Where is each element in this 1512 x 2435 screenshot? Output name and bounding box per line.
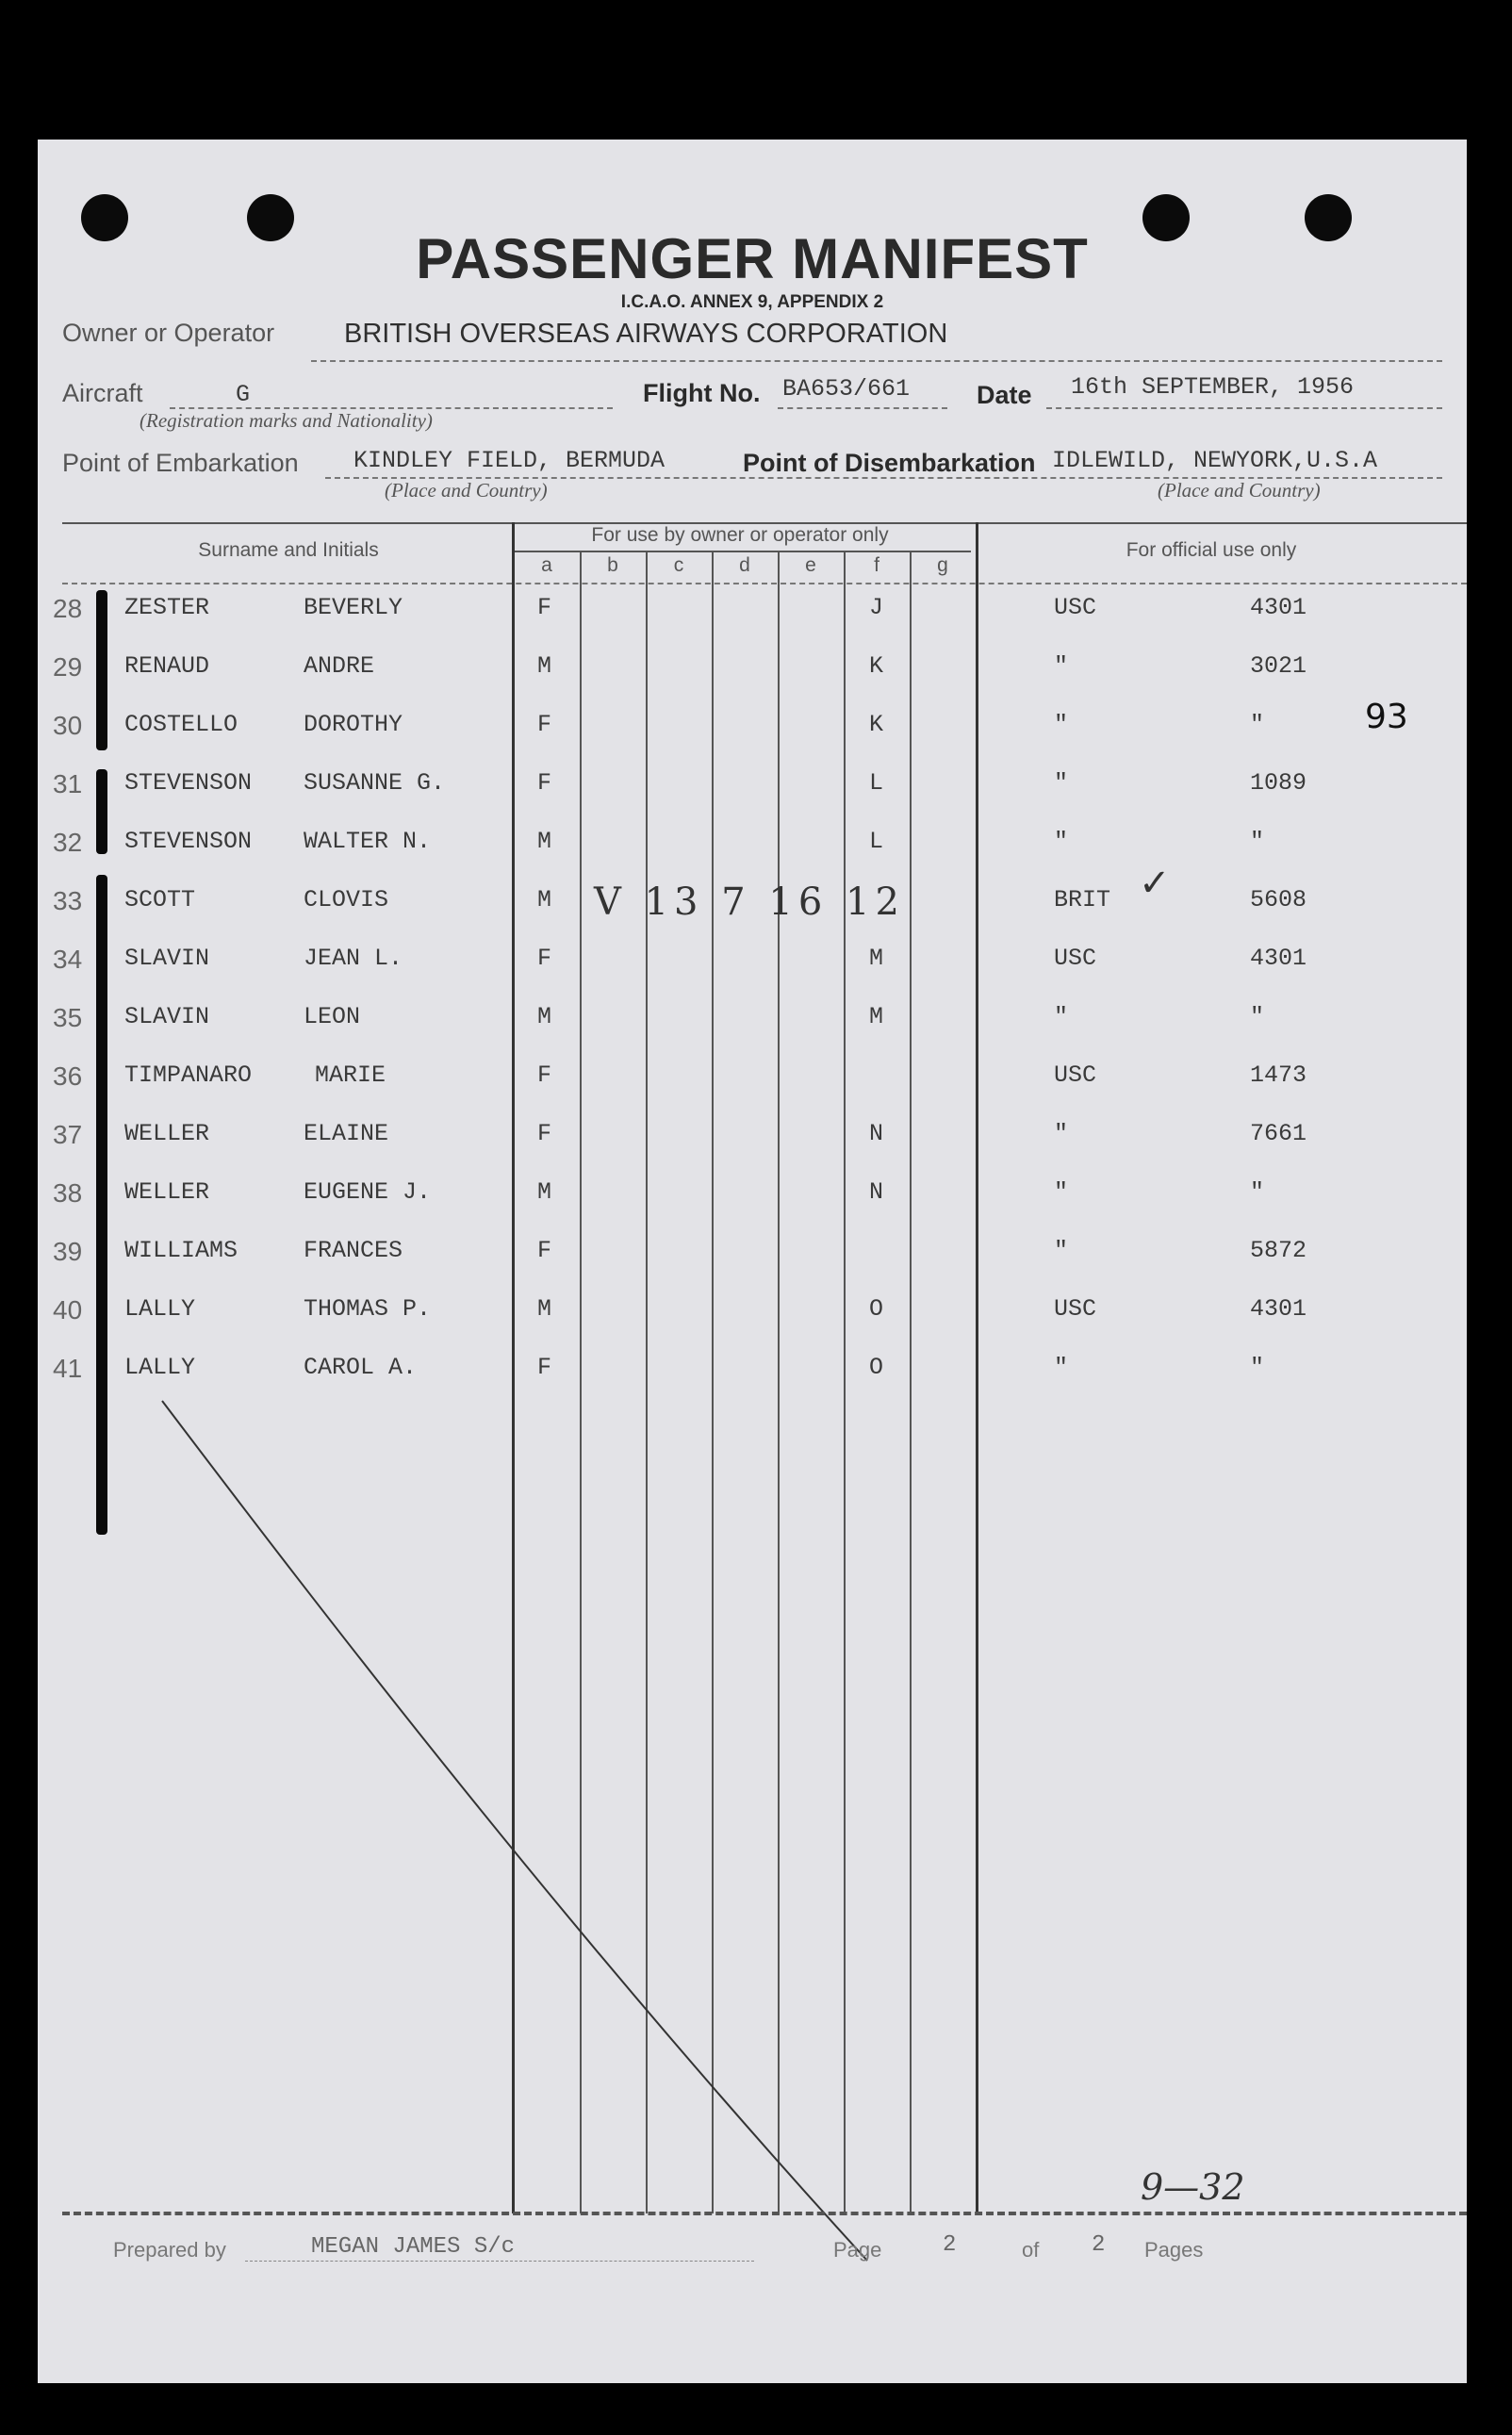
cancellation-line [38,140,1467,2383]
row-number: 41 [53,1354,83,1383]
given-name-cell: EUGENE J. [304,1178,432,1206]
check-mark-icon: ✓ [1139,862,1171,905]
nationality-cell: USC [1054,594,1097,621]
official-code-cell: 5872 [1250,1237,1307,1264]
nationality-cell: BRIT [1054,886,1111,913]
official-code-cell: " [1250,828,1265,855]
col-f-cell: N [869,1178,884,1206]
subcol-e: e [805,554,816,576]
subcol-d: d [739,554,750,576]
given-name-cell: CAROL A. [304,1354,418,1381]
nationality-cell: USC [1054,1295,1097,1323]
row-number: 33 [53,886,83,915]
owner-value: BRITISH OVERSEAS AIRWAYS CORPORATION [344,319,948,349]
given-name-cell: CLOVIS [304,886,389,913]
surname-cell: WILLIAMS [124,1237,238,1264]
official-code-cell: " [1250,1354,1265,1381]
col-a-cell: F [537,1061,552,1089]
given-name-cell: DOROTHY [304,711,403,738]
of-value: 2 [1092,2232,1106,2258]
surname-cell: ZESTER [124,594,210,621]
disembark-label: Point of Disembarkation [743,449,1036,477]
date-value: 16th SEPTEMBER, 1956 [1071,373,1355,401]
nationality-cell: " [1054,828,1069,855]
official-code-cell: 4301 [1250,1295,1307,1323]
footer-rule [62,2212,1467,2215]
col-f-cell: K [869,652,884,680]
row-number: 28 [53,594,83,623]
embark-note: (Place and Country) [385,479,548,502]
col-a-cell: M [537,886,552,913]
given-name-cell: FRANCES [304,1237,403,1264]
given-name-cell: MARIE [315,1061,386,1089]
form-subtitle: I.C.A.O. ANNEX 9, APPENDIX 2 [620,292,884,312]
surname-cell: STEVENSON [124,828,253,855]
official-code-cell: 4301 [1250,945,1307,972]
col-owner-use-header: For use by owner or operator only [591,524,889,546]
handwritten-note: V 13 7 16 12 [594,880,905,924]
col-a-cell: M [537,652,552,680]
col-a-cell: F [537,1120,552,1147]
row-number: 37 [53,1120,83,1149]
col-a-cell: F [537,1237,552,1264]
col-a-cell: M [537,1003,552,1030]
nationality-cell: " [1054,1003,1069,1030]
manifest-sheet [38,140,1467,2383]
nationality-cell: " [1054,769,1069,797]
nationality-cell: " [1054,1354,1069,1381]
row-number: 29 [53,652,83,682]
page-label: Page [833,2238,882,2262]
embark-label: Point of Embarkation [62,449,299,477]
col-a-cell: F [537,711,552,738]
embark-value: KINDLEY FIELD, BERMUDA [353,447,666,474]
flight-label: Flight No. [643,379,761,407]
prepared-rule [245,2261,754,2262]
col-a-cell: F [537,594,552,621]
subcol-c: c [673,554,684,576]
col-f-cell: O [869,1354,884,1381]
col-a-cell: F [537,945,552,972]
col-f-cell: M [869,1003,884,1030]
row-number: 31 [53,769,83,798]
col-f-cell: L [869,828,884,855]
owner-label: Owner or Operator [62,319,275,347]
aircraft-value: G [236,381,251,408]
nationality-cell: " [1054,1120,1069,1147]
of-label: of [1022,2238,1040,2262]
subcol-g: g [937,554,948,576]
col-f-cell: K [869,711,884,738]
col-a-cell: M [537,828,552,855]
subcol-a: a [541,554,552,576]
given-name-cell: SUSANNE G. [304,769,446,797]
surname-cell: SLAVIN [124,1003,210,1030]
surname-cell: COSTELLO [124,711,238,738]
col-a-cell: F [537,1354,552,1381]
page-value: 2 [943,2232,957,2258]
row-number: 35 [53,1003,83,1032]
col-f-cell: O [869,1295,884,1323]
given-name-cell: ELAINE [304,1120,389,1147]
official-code-cell: 4301 [1250,594,1307,621]
disembark-note: (Place and Country) [1158,479,1321,502]
given-name-cell: LEON [304,1003,361,1030]
nationality-cell: USC [1054,1061,1097,1089]
nationality-cell: " [1054,1178,1069,1206]
prepared-value: MEGAN JAMES S/c [311,2234,516,2260]
aircraft-label: Aircraft [62,379,143,407]
pages-label: Pages [1144,2238,1204,2262]
surname-cell: SLAVIN [124,945,210,972]
surname-cell: LALLY [124,1354,196,1381]
given-name-cell: BEVERLY [304,594,403,621]
col-f-cell: L [869,769,884,797]
page-count-annotation: 93 [1365,698,1408,736]
col-f-cell: N [869,1120,884,1147]
row-number: 32 [53,828,83,857]
nationality-cell: " [1054,711,1069,738]
nationality-cell: " [1054,652,1069,680]
date-label: Date [977,381,1032,409]
surname-cell: SCOTT [124,886,196,913]
given-name-cell: ANDRE [304,652,375,680]
official-code-cell: 1089 [1250,769,1307,797]
nationality-cell: USC [1054,945,1097,972]
row-number: 36 [53,1061,83,1091]
surname-cell: LALLY [124,1295,196,1323]
disembark-value: IDLEWILD, NEWYORK,U.S.A [1052,447,1378,474]
official-code-cell: 5608 [1250,886,1307,913]
given-name-cell: WALTER N. [304,828,432,855]
surname-cell: TIMPANARO [124,1061,253,1089]
row-number: 34 [53,945,83,974]
official-code-cell: " [1250,1178,1265,1206]
surname-cell: WELLER [124,1120,210,1147]
row-number: 39 [53,1237,83,1266]
subcol-b: b [607,554,618,576]
col-f-cell: J [869,594,884,621]
aircraft-note: (Registration marks and Nationality) [140,409,433,432]
row-number: 38 [53,1178,83,1208]
nationality-cell: " [1054,1237,1069,1264]
official-code-cell: 1473 [1250,1061,1307,1089]
flight-value: BA653/661 [782,375,911,403]
col-surname-header: Surname and Initials [198,539,379,561]
subcol-f: f [874,554,879,576]
row-number: 40 [53,1295,83,1324]
col-a-cell: M [537,1178,552,1206]
official-code-cell: " [1250,1003,1265,1030]
col-a-cell: F [537,769,552,797]
surname-cell: RENAUD [124,652,210,680]
surname-cell: WELLER [124,1178,210,1206]
col-a-cell: M [537,1295,552,1323]
col-official-header: For official use only [1126,539,1297,561]
official-code-cell: " [1250,711,1265,738]
surname-cell: STEVENSON [124,769,253,797]
official-code-cell: 3021 [1250,652,1307,680]
handwritten-bottom-note: 9—32 [1141,2166,1245,2208]
row-number: 30 [53,711,83,740]
given-name-cell: THOMAS P. [304,1295,432,1323]
form-title: PASSENGER MANIFEST [416,227,1089,290]
prepared-label: Prepared by [113,2238,226,2262]
official-code-cell: 7661 [1250,1120,1307,1147]
col-f-cell: M [869,945,884,972]
given-name-cell: JEAN L. [304,945,403,972]
